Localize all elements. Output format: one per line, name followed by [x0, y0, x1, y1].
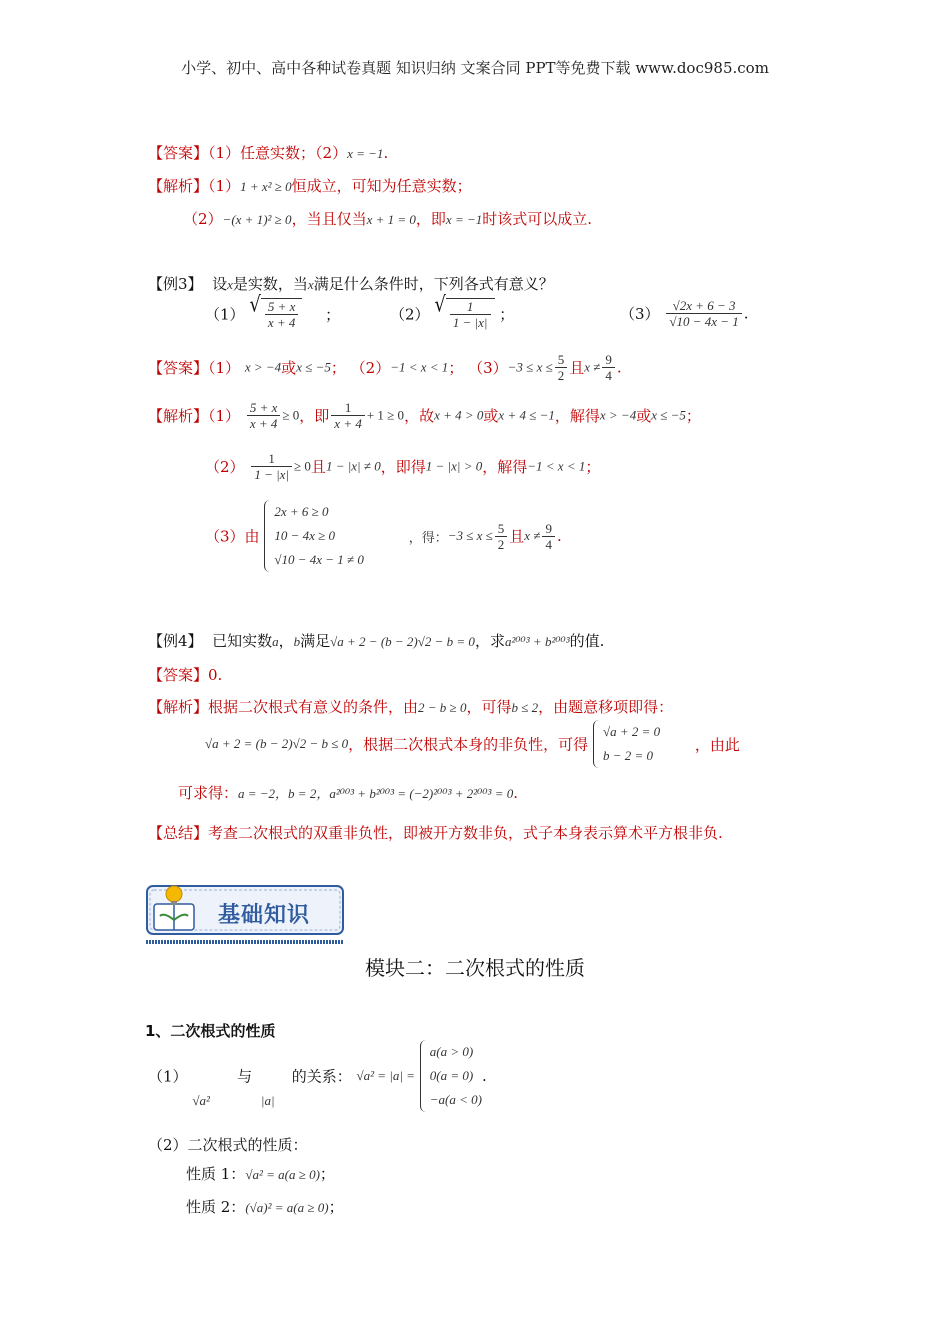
math: √a²: [192, 1093, 210, 1108]
system-row: 2x + 6 ≥ 0: [274, 504, 329, 519]
punct: .: [616, 358, 622, 377]
text: 已知实数: [212, 632, 273, 650]
punct: ；: [499, 305, 515, 324]
fraction: [251, 451, 292, 482]
math: −1 < x < 1: [527, 458, 586, 474]
math: x > −4: [599, 407, 637, 423]
text: ，当且仅当: [291, 210, 367, 228]
answer-text: 0.: [208, 666, 223, 684]
fraction: [555, 352, 568, 383]
math: ≥ 0: [294, 458, 311, 474]
ex2-analysis-2: [183, 208, 592, 229]
text: 的值.: [569, 632, 605, 650]
sqrt-expr: √ $\frac{1}{1 - |x|}$: [434, 298, 494, 330]
case-row: 0(a = 0): [429, 1068, 474, 1083]
text: 与: [237, 1067, 253, 1086]
label: （1）: [205, 305, 245, 324]
math: −(x + 1)² ≥ 0: [222, 212, 292, 227]
math: x > −4: [244, 359, 282, 375]
punct: ；: [448, 359, 464, 377]
numerator: 9: [605, 352, 612, 367]
fraction: [602, 352, 615, 383]
text: ，即: [415, 210, 446, 228]
math: x ≤ −5: [296, 359, 331, 375]
math: 1 + x² ≥ 0: [240, 179, 292, 194]
math: x + 4 > 0: [434, 407, 484, 423]
answer-text: （1）任意实数；（2）: [208, 144, 348, 162]
punct: ；: [330, 359, 346, 377]
text: ，根据二次根式本身的非负性，可得: [348, 735, 589, 754]
subsection-title: 1、二次根式的性质: [145, 1022, 276, 1040]
math: ≥ 0: [282, 407, 300, 423]
text: ，求: [474, 632, 505, 650]
numerator: 5 + x: [249, 400, 278, 415]
math: x: [307, 277, 314, 292]
analysis-tag: 【解析】: [148, 407, 209, 425]
math: 1 − |x| ≠ 0: [325, 458, 381, 474]
text: 是实数，当: [232, 275, 308, 293]
punct: .: [556, 527, 562, 545]
system-row: 10 − 4x ≥ 0: [274, 528, 336, 543]
math: b: [293, 634, 301, 649]
math: −3 ≤ x ≤: [447, 528, 493, 543]
text: ，即得: [380, 458, 426, 476]
text: 设: [212, 275, 228, 293]
numerator: 5: [497, 520, 505, 536]
math: √a + 2 = (b − 2)√2 − b ≤ 0: [205, 736, 349, 751]
prefix: （1）: [208, 177, 241, 195]
ex3-q1: [205, 292, 341, 330]
ex2-analysis-1: [148, 175, 472, 196]
numerator: 1: [268, 451, 275, 466]
prefix: （3）由: [205, 527, 260, 546]
prefix: （2）: [350, 359, 391, 377]
text: 满足: [300, 632, 331, 650]
ex2-answer: 【答案】（1）任意实数；（2）x = −1.: [148, 144, 389, 162]
summary-tag: 【总结】: [148, 824, 209, 842]
ex3-analysis-2: [205, 451, 600, 482]
banner-label: 基础知识: [218, 903, 311, 928]
denominator: 4: [602, 367, 615, 383]
denominator: √10 − 4x − 1: [666, 313, 741, 329]
prefix: （1）: [208, 359, 241, 377]
properties-heading: （2）二次根式的性质：: [148, 1136, 308, 1154]
text: 且: [310, 458, 326, 476]
fraction: [247, 400, 281, 431]
text: 满足什么条件时，下列各式有意义？: [313, 275, 554, 293]
math: √a + 2 − (b − 2)√2 − b = 0: [330, 634, 475, 649]
ex3-stem: [148, 273, 554, 294]
text: 恒成立，可知为任意实数；: [291, 177, 472, 195]
math: (√a)² = a(a ≥ 0): [245, 1200, 329, 1215]
text: ，解得: [554, 407, 600, 425]
system-row: b − 2 = 0: [602, 748, 653, 763]
summary-text: 考查二次根式的双重非负性，即被开方数非负，式子本身表示算术平方根非负.: [208, 824, 723, 842]
denominator: 2: [555, 367, 568, 383]
text: 时该式可以成立.: [482, 210, 593, 228]
prefix: （2）: [205, 458, 245, 476]
property-2: 性质 2：(√a)² = a(a ≥ 0)；: [186, 1198, 344, 1216]
system-row: √a + 2 = 0: [602, 724, 661, 739]
prefix: （1）: [208, 407, 241, 425]
numerator: 5: [557, 352, 565, 367]
punct: .: [743, 304, 749, 323]
ex3-q3: [620, 298, 749, 329]
fraction: [666, 298, 741, 329]
text: 且: [569, 359, 585, 377]
piecewise-cases: [420, 1040, 482, 1112]
label: （3）: [620, 305, 660, 323]
example-label: 【例4】: [148, 632, 203, 650]
property-1: 性质 1：√a² = a(a ≥ 0)；: [186, 1165, 335, 1183]
punct: ；: [585, 458, 601, 476]
text: 或: [281, 359, 297, 377]
ex4-answer: [148, 664, 222, 685]
math: a = −2，b = 2，a²⁰⁰³ + b²⁰⁰³ = (−2)²⁰⁰³ + 2²⁰⁰³ = 0: [238, 786, 514, 801]
label: （2）: [390, 305, 430, 324]
math: 2 − b ≥ 0: [418, 700, 467, 715]
text: ，可得: [466, 698, 512, 716]
text: ，由此: [694, 735, 740, 754]
prefix: （1）: [148, 1067, 188, 1086]
example-label: 【例3】: [148, 275, 203, 293]
ex4-summary: [148, 822, 723, 843]
denominator: x + 4: [247, 415, 281, 431]
label: 性质 1：: [186, 1165, 246, 1183]
math: −1 < x < 1: [390, 359, 449, 375]
equation-system: [264, 500, 364, 572]
text: 可求得：: [178, 784, 239, 802]
math: x ≠: [584, 359, 601, 375]
text: 或: [483, 407, 499, 425]
punct: ；: [685, 407, 701, 425]
ex3-analysis-1: [148, 400, 701, 431]
text: 或: [636, 407, 652, 425]
math: x ≠: [524, 528, 541, 543]
math: + 1 ≥ 0: [366, 407, 405, 423]
ex4-analysis-3: 可求得：a = −2，b = 2，a²⁰⁰³ + b²⁰⁰³ = (−2)²⁰⁰³ + 2²⁰⁰³ = 0.: [178, 784, 519, 802]
ex4-analysis-2: [205, 720, 740, 768]
case-row: a(a > 0): [429, 1044, 474, 1059]
denominator: 2: [495, 536, 508, 552]
page-header: 小学、初中、高中各种试卷真题 知识归纳 文案合同 PPT等免费下载 www.doc985.com: [181, 59, 769, 77]
prefix: （2）: [183, 210, 223, 228]
sqrt-expr: √ $\frac{5 + x}{x + 4}$: [249, 298, 302, 330]
basic-knowledge-banner: [146, 882, 344, 942]
text: ，即: [299, 407, 330, 425]
fraction: [495, 521, 508, 552]
analysis-tag: 【解析】: [148, 177, 209, 195]
text: ，解得: [482, 458, 528, 476]
math: −3 ≤ x ≤: [507, 359, 553, 375]
text: 且: [509, 527, 525, 546]
numerator: √2x + 6 − 3: [672, 298, 736, 313]
math: |a|: [260, 1093, 275, 1108]
math: x + 4 ≤ −1: [498, 407, 555, 423]
ex4-analysis-1: [148, 696, 673, 717]
math: √a² = a(a ≥ 0): [245, 1167, 320, 1182]
case-row: −a(a < 0): [429, 1092, 482, 1107]
ex3-analysis-3: [205, 500, 562, 572]
math: b ≤ 2: [511, 700, 539, 715]
numerator: 1: [344, 400, 352, 415]
equation-system: [593, 720, 660, 768]
math: a: [272, 634, 279, 649]
fraction: [331, 400, 365, 431]
system-row: √10 − 4x − 1 ≠ 0: [274, 552, 364, 567]
math: x = −1: [347, 146, 384, 161]
fraction: [542, 521, 555, 552]
text: 的关系：: [291, 1067, 352, 1086]
ex3-q2: [390, 292, 515, 330]
numerator: 9: [545, 520, 552, 536]
analysis-tag: 【解析】: [148, 698, 209, 716]
denominator: 4: [542, 536, 555, 552]
answer-tag: 【答案】: [148, 144, 209, 162]
answer-tag: 【答案】: [148, 359, 209, 377]
property-relation: （1） √a² 与 |a| 的关系： √a² = |a| = a(a > 0) 0(a = 0) −a(a < 0) .: [148, 1040, 487, 1112]
math: √a² = |a| =: [356, 1068, 415, 1083]
module-title: 模块二：二次根式的性质: [365, 956, 585, 980]
math: x = −1: [445, 212, 483, 227]
label: 性质 2：: [186, 1198, 246, 1216]
denominator: 1 − |x|: [251, 466, 292, 482]
math: x: [227, 277, 233, 292]
ex3-answer: [148, 352, 622, 383]
text: ，故: [404, 407, 435, 425]
math: x ≤ −5: [651, 407, 686, 423]
text: 根据二次根式有意义的条件，由: [208, 698, 419, 716]
denominator: x + 4: [331, 415, 365, 431]
denominator: x + 4: [265, 314, 299, 330]
text: ，得：: [408, 529, 448, 545]
text: ，由题意移项即得：: [538, 698, 674, 716]
math: a²⁰⁰³ + b²⁰⁰³: [504, 634, 570, 649]
prefix: （3）: [468, 359, 508, 377]
answer-tag: 【答案】: [148, 666, 209, 684]
numerator: 5 + x: [267, 299, 296, 314]
math: x + 1 = 0: [366, 212, 416, 227]
denominator: 1 − |x|: [450, 314, 491, 330]
math: 1 − |x| > 0: [425, 458, 483, 474]
ex4-stem: 【例4】 已知实数a，b满足√a + 2 − (b − 2)√2 − b = 0，求a²⁰⁰³ + b²⁰⁰³的值.: [148, 632, 605, 650]
punct: ；: [325, 305, 341, 324]
numerator: 1: [466, 299, 474, 314]
